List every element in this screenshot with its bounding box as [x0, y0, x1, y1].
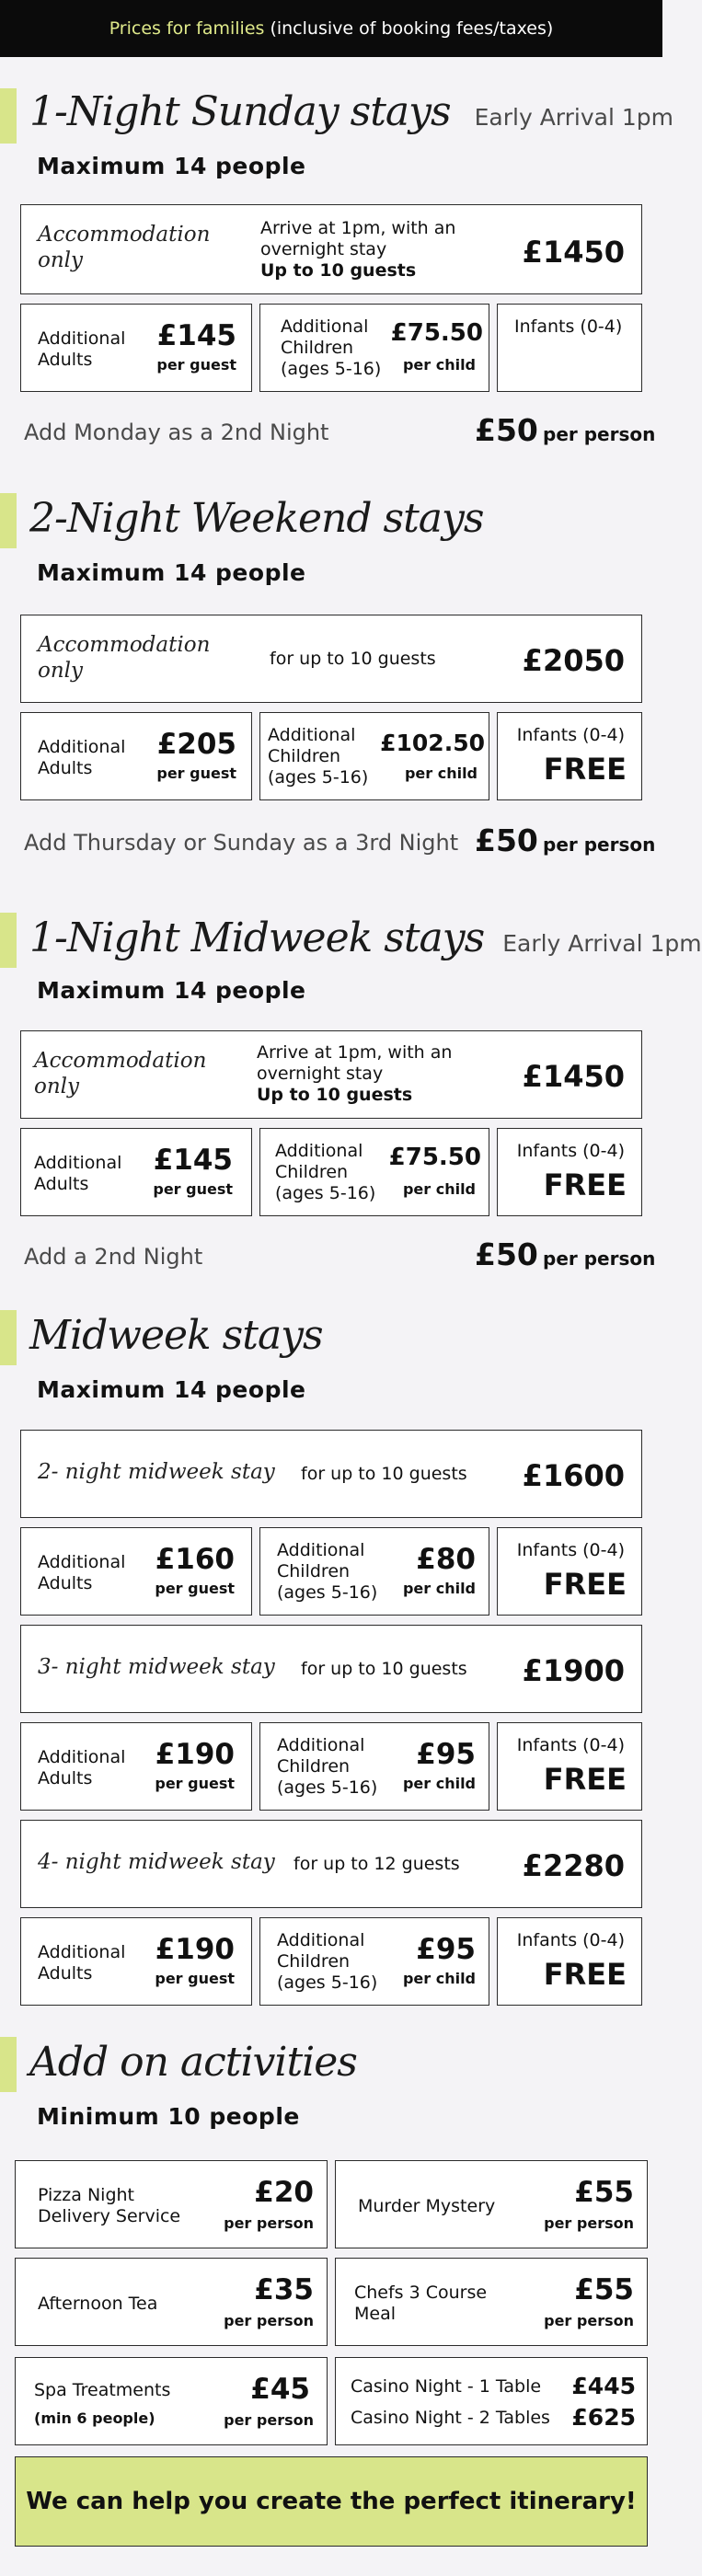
activity-unit: per person — [224, 2214, 314, 2232]
activity-unit: per person — [544, 2214, 634, 2232]
cta-text: We can help you create the perfect itinerary! — [26, 2488, 637, 2515]
adults-card — [20, 304, 252, 392]
activity-pizza — [15, 2160, 328, 2248]
min-people: Minimum 10 people — [37, 2103, 300, 2130]
adults-price: £160 — [155, 1543, 235, 1576]
children-card — [259, 1128, 489, 1216]
adults-card — [20, 1128, 252, 1216]
adults-label: Additional Adults — [38, 1552, 126, 1593]
section-heading-5 — [29, 2039, 357, 2086]
infants-price: FREE — [543, 1567, 627, 1602]
stay-label: 3- night midweek stay — [38, 1655, 275, 1679]
children-price: £75.50 — [390, 319, 483, 347]
accommodation-card — [20, 615, 642, 703]
section-title: 2-Night Weekend stays — [29, 495, 484, 542]
infants-price: FREE — [543, 752, 627, 787]
stay-desc: for up to 10 guests — [301, 1464, 467, 1484]
accommodation-price: £2050 — [522, 643, 625, 678]
adults-label: Additional Adults — [34, 1153, 122, 1194]
casino-2-tables-price: £625 — [571, 2404, 636, 2431]
activity-spa — [15, 2357, 328, 2445]
add-night-unit: per person — [543, 834, 656, 856]
section-title: 1-Night Midweek stays — [29, 914, 485, 961]
activity-unit: per person — [224, 2411, 314, 2429]
activity-afternoon-tea — [15, 2258, 328, 2346]
banner-rest: (inclusive of booking fees/taxes) — [264, 18, 554, 39]
stay-desc: for up to 10 guests — [301, 1659, 467, 1679]
section-accent-bar — [0, 1310, 17, 1365]
activity-name: Chefs 3 Course Meal — [354, 2283, 488, 2324]
adults-card — [20, 1527, 252, 1616]
infants-card — [497, 1917, 642, 2006]
price-banner — [0, 0, 662, 57]
accommodation-price: £1450 — [522, 1059, 625, 1094]
adults-unit: per guest — [153, 1180, 233, 1198]
infants-card — [497, 1722, 642, 1811]
adults-price: £190 — [155, 1738, 235, 1771]
accommodation-desc: Arrive at 1pm, with an overnight stay Up to 10 guests — [257, 1042, 453, 1105]
children-card — [259, 1722, 489, 1811]
infants-label: Infants (0-4) — [516, 1735, 625, 1755]
midweek-stay-card — [20, 1430, 642, 1518]
accommodation-desc: Arrive at 1pm, with an overnight stay Up to 10 guests — [260, 218, 456, 281]
stay-price: £2280 — [522, 1848, 625, 1883]
infants-card — [497, 712, 642, 800]
section-subtitle: Early Arrival 1pm — [474, 104, 673, 131]
children-label: Additional Children (ages 5-16) — [277, 1540, 378, 1603]
adults-unit: per guest — [155, 1775, 235, 1792]
infants-card — [497, 304, 642, 392]
itinerary-cta[interactable] — [15, 2456, 648, 2547]
children-unit: per child — [404, 765, 478, 782]
adults-price: £145 — [153, 1144, 233, 1177]
max-people: Maximum 14 people — [37, 559, 306, 586]
accommodation-desc: for up to 10 guests — [270, 649, 436, 669]
adults-label: Additional Adults — [38, 1747, 126, 1788]
children-price: £75.50 — [388, 1144, 481, 1171]
children-label: Additional Children (ages 5-16) — [277, 1735, 378, 1798]
adults-label: Additional Adults — [38, 328, 126, 370]
casino-1-table-name: Casino Night - 1 Table — [351, 2376, 542, 2397]
midweek-stay-card — [20, 1820, 642, 1908]
adults-price: £145 — [156, 319, 236, 352]
add-night-price: £50 — [475, 1236, 538, 1272]
stay-price: £1900 — [522, 1653, 625, 1688]
midweek-stay-card — [20, 1625, 642, 1713]
adults-card — [20, 1722, 252, 1811]
section-heading-3 — [29, 914, 702, 961]
adults-label: Additional Adults — [38, 1942, 126, 1984]
infants-card — [497, 1527, 642, 1616]
accommodation-label: Accommodation only — [34, 1049, 207, 1098]
stay-label: 4- night midweek stay — [38, 1850, 275, 1874]
adults-unit: per guest — [156, 356, 236, 374]
section-accent-bar — [0, 493, 17, 548]
max-people: Maximum 14 people — [37, 1376, 306, 1403]
activity-price: £20 — [254, 2176, 314, 2209]
accommodation-card — [20, 1030, 642, 1119]
add-night-price: £50 — [475, 412, 538, 448]
children-unit: per child — [402, 1580, 476, 1597]
section-title: 1-Night Sunday stays — [29, 88, 451, 135]
accommodation-label: Accommodation only — [38, 633, 211, 683]
add-night-text: Add a 2nd Night — [24, 1244, 203, 1270]
children-unit: per child — [402, 1970, 476, 1987]
stay-desc: for up to 12 guests — [293, 1854, 460, 1874]
children-card — [259, 304, 489, 392]
section-subtitle: Early Arrival 1pm — [502, 930, 702, 957]
children-unit: per child — [402, 1775, 476, 1792]
accommodation-label: Accommodation only — [38, 223, 211, 272]
activity-unit: per person — [544, 2312, 634, 2329]
children-price: £95 — [416, 1738, 476, 1771]
add-night-unit: per person — [543, 1248, 656, 1270]
activity-name: Pizza Night Delivery Service — [38, 2185, 181, 2226]
accommodation-price: £1450 — [522, 235, 625, 270]
stay-label: 2- night midweek stay — [38, 1460, 275, 1484]
add-night-text: Add Thursday or Sunday as a 3rd Night — [24, 830, 459, 856]
adults-unit: per guest — [155, 1970, 235, 1987]
adults-card — [20, 1917, 252, 2006]
children-card — [259, 712, 489, 800]
activity-murder-mystery — [335, 2160, 648, 2248]
activity-name: Murder Mystery — [358, 2196, 496, 2216]
adults-unit: per guest — [155, 1580, 235, 1597]
section-heading-1 — [29, 88, 673, 135]
children-unit: per child — [402, 1180, 476, 1198]
adults-card — [20, 712, 252, 800]
children-price: £102.50 — [380, 730, 485, 756]
infants-card — [497, 1128, 642, 1216]
activity-casino — [335, 2357, 648, 2445]
activity-name: Afternoon Tea — [38, 2294, 158, 2314]
banner-highlight: Prices for families — [109, 18, 265, 39]
infants-price: FREE — [543, 1167, 627, 1202]
children-price: £95 — [416, 1933, 476, 1966]
activity-price: £35 — [254, 2273, 314, 2306]
children-label: Additional Children (ages 5-16) — [277, 1930, 378, 1993]
infants-label: Infants (0-4) — [516, 1141, 625, 1161]
children-label: Additional Children (ages 5-16) — [268, 725, 369, 788]
infants-price: FREE — [543, 1957, 627, 1992]
section-accent-bar — [0, 2037, 17, 2092]
max-people: Maximum 14 people — [37, 977, 306, 1004]
adults-label: Additional Adults — [38, 737, 126, 778]
infants-price: FREE — [543, 1762, 627, 1797]
casino-2-tables-name: Casino Night - 2 Tables — [351, 2408, 550, 2428]
activity-name: Spa Treatments — [34, 2380, 171, 2400]
add-night-price: £50 — [475, 822, 538, 858]
add-night-text: Add Monday as a 2nd Night — [24, 420, 329, 445]
activity-price: £45 — [250, 2373, 310, 2406]
section-accent-bar — [0, 913, 17, 968]
section-heading-4 — [29, 1312, 323, 1359]
activity-chefs-meal — [335, 2258, 648, 2346]
add-night-unit: per person — [543, 423, 656, 445]
children-unit: per child — [402, 356, 476, 374]
children-label: Additional Children (ages 5-16) — [281, 316, 382, 379]
max-people: Maximum 14 people — [37, 153, 306, 179]
activity-unit: per person — [224, 2312, 314, 2329]
adults-unit: per guest — [156, 765, 236, 782]
children-card — [259, 1917, 489, 2006]
section-title: Add on activities — [29, 2039, 357, 2086]
section-title: Midweek stays — [29, 1312, 323, 1359]
accommodation-card — [20, 204, 642, 294]
children-card — [259, 1527, 489, 1616]
adults-price: £205 — [156, 728, 236, 761]
infants-label: Infants (0-4) — [516, 725, 625, 745]
infants-label: Infants (0-4) — [516, 1540, 625, 1560]
activity-price: £55 — [574, 2176, 634, 2209]
activity-price: £55 — [574, 2273, 634, 2306]
casino-1-table-price: £445 — [571, 2373, 636, 2399]
children-price: £80 — [416, 1543, 476, 1576]
activity-note: (min 6 people) — [34, 2409, 155, 2427]
adults-price: £190 — [155, 1933, 235, 1966]
children-label: Additional Children (ages 5-16) — [275, 1141, 376, 1203]
infants-label: Infants (0-4) — [516, 1930, 625, 1950]
section-accent-bar — [0, 88, 17, 144]
stay-price: £1600 — [522, 1458, 625, 1493]
section-heading-2 — [29, 495, 483, 542]
infants-label: Infants (0-4) — [514, 316, 623, 337]
